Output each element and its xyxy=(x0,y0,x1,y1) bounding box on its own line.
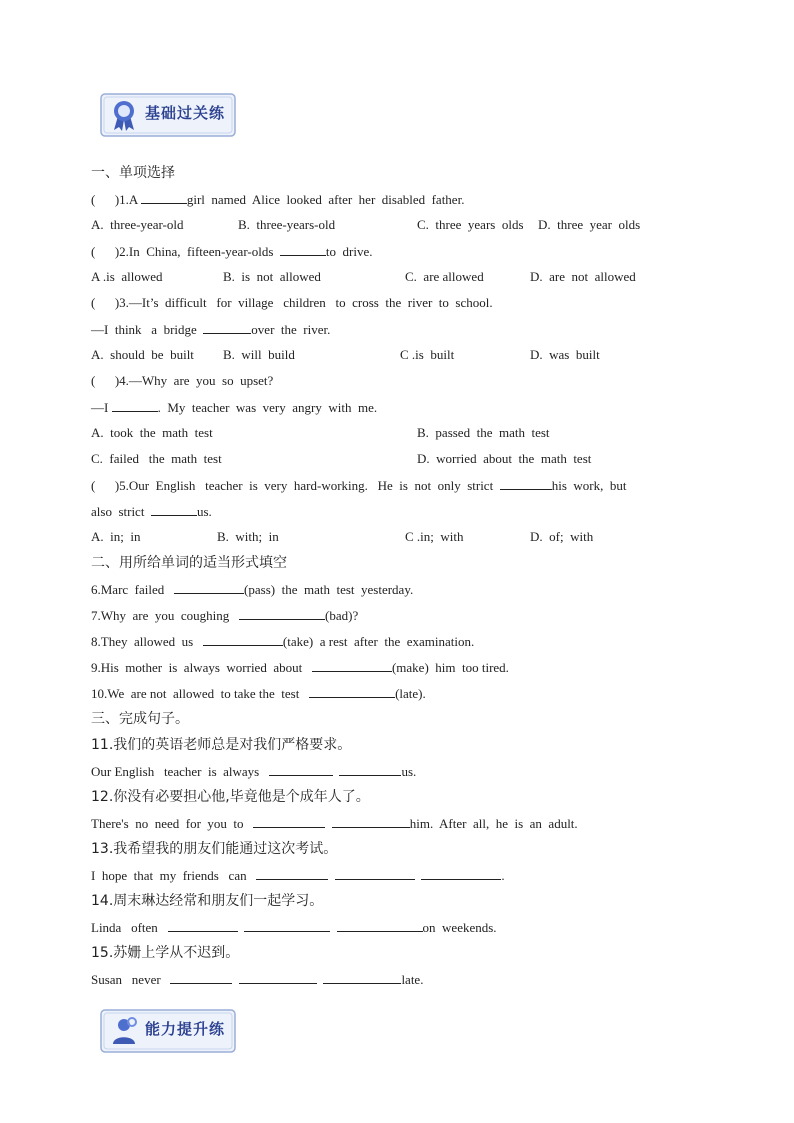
answer-blank[interactable] xyxy=(239,970,317,984)
answer-blank[interactable] xyxy=(253,814,325,828)
answer-blank[interactable] xyxy=(151,502,197,516)
option-b[interactable]: B. is not allowed xyxy=(223,269,321,284)
option-b[interactable]: B. three-years-old xyxy=(238,217,336,232)
translation-line: Our English teacher is always us. xyxy=(91,764,417,779)
section-heading: 一、单项选择 xyxy=(91,165,175,181)
translation-line: Susan never late. xyxy=(91,972,424,987)
fill-item: 7.Why are you coughing (bad)? xyxy=(91,608,359,623)
answer-blank[interactable] xyxy=(421,866,501,880)
translation-line: I hope that my friends can . xyxy=(91,868,505,883)
question-reply: —I . My teacher was very angry with me. xyxy=(91,400,378,415)
chinese-prompt: 11.我们的英语老师总是对我们严格要求。 xyxy=(91,737,352,753)
answer-blank[interactable] xyxy=(323,970,401,984)
answer-blank[interactable] xyxy=(337,918,423,932)
answer-blank[interactable] xyxy=(312,658,392,672)
option-b[interactable]: B. will build xyxy=(223,347,295,362)
answer-blank[interactable] xyxy=(256,866,328,880)
option-c[interactable]: C. three years olds xyxy=(417,217,524,232)
answer-blank[interactable] xyxy=(112,398,158,412)
badge-label: 能力提升练 xyxy=(145,1020,226,1038)
question-reply: —I think a bridge over the river. xyxy=(91,322,331,337)
answer-blank[interactable] xyxy=(174,580,244,594)
answer-blank[interactable] xyxy=(280,242,326,256)
badge-label: 基础过关练 xyxy=(145,104,226,122)
translation-line: There's no need for you to him. After all, he is an adult. xyxy=(91,816,578,831)
answer-blank[interactable] xyxy=(244,918,330,932)
fill-item: 9.His mother is always worried about (make) him too tired. xyxy=(91,660,509,675)
translation-line: Linda often on weekends. xyxy=(91,920,497,935)
fill-item: 6.Marc failed (pass) the math test yesterday. xyxy=(91,582,414,597)
option-c[interactable]: C .is built xyxy=(400,347,455,362)
chinese-prompt: 12.你没有必要担心他,毕竟他是个成年人了。 xyxy=(91,789,370,805)
answer-blank[interactable] xyxy=(203,632,283,646)
answer-blank[interactable] xyxy=(269,762,333,776)
option-d[interactable]: D. of; with xyxy=(530,529,594,544)
question-stem: ( )5.Our English teacher is very hard-working. He is not only strict his work, but xyxy=(91,478,627,493)
section-badge-basic xyxy=(99,92,237,138)
answer-blank[interactable] xyxy=(203,320,251,334)
answer-blank[interactable] xyxy=(500,476,552,490)
section-heading: 三、完成句子。 xyxy=(91,711,189,727)
question-stem-cont: also strict us. xyxy=(91,504,212,519)
answer-blank[interactable] xyxy=(339,762,401,776)
answer-blank[interactable] xyxy=(141,190,187,204)
answer-blank[interactable] xyxy=(168,918,238,932)
option-d[interactable]: D. three year olds xyxy=(538,217,641,232)
option-d[interactable]: D. are not allowed xyxy=(530,269,636,284)
fill-item: 10.We are not allowed to take the test (late). xyxy=(91,686,426,701)
section-heading: 二、用所给单词的适当形式填空 xyxy=(91,555,287,571)
answer-blank[interactable] xyxy=(170,970,232,984)
chinese-prompt: 15.苏姗上学从不迟到。 xyxy=(91,945,240,961)
question-stem: ( )2.In China, fifteen-year-olds to drive. xyxy=(91,244,373,259)
option-a[interactable]: A. should be built xyxy=(91,347,194,362)
chinese-prompt: 13.我希望我的朋友们能通过这次考试。 xyxy=(91,841,338,857)
answer-blank[interactable] xyxy=(239,606,325,620)
option-c[interactable]: C. are allowed xyxy=(405,269,484,284)
medal-icon xyxy=(109,98,139,132)
fill-item: 8.They allowed us (take) a rest after the examination. xyxy=(91,634,475,649)
option-c[interactable]: C .in; with xyxy=(405,529,464,544)
answer-blank[interactable] xyxy=(309,684,395,698)
option-a[interactable]: A. took the math test xyxy=(91,425,213,440)
option-d[interactable]: D. was built xyxy=(530,347,600,362)
chinese-prompt: 14.周末琳达经常和朋友们一起学习。 xyxy=(91,893,324,909)
option-b[interactable]: B. passed the math test xyxy=(417,425,550,440)
option-c[interactable]: C. failed the math test xyxy=(91,451,222,466)
option-a[interactable]: A .is allowed xyxy=(91,269,163,284)
question-stem: ( )3.—It’s difficult for village children to cross the river to school. xyxy=(91,295,493,310)
option-a[interactable]: A. in; in xyxy=(91,529,141,544)
answer-blank[interactable] xyxy=(335,866,415,880)
option-a[interactable]: A. three-year-old xyxy=(91,217,184,232)
section-badge-advanced xyxy=(99,1008,237,1054)
question-stem: ( )4.—Why are you so upset? xyxy=(91,373,274,388)
option-b[interactable]: B. with; in xyxy=(217,529,279,544)
person-gear-icon xyxy=(109,1014,139,1048)
answer-blank[interactable] xyxy=(332,814,410,828)
option-d[interactable]: D. worried about the math test xyxy=(417,451,592,466)
question-stem: ( )1.A girl named Alice looked after her disabled father. xyxy=(91,192,465,207)
